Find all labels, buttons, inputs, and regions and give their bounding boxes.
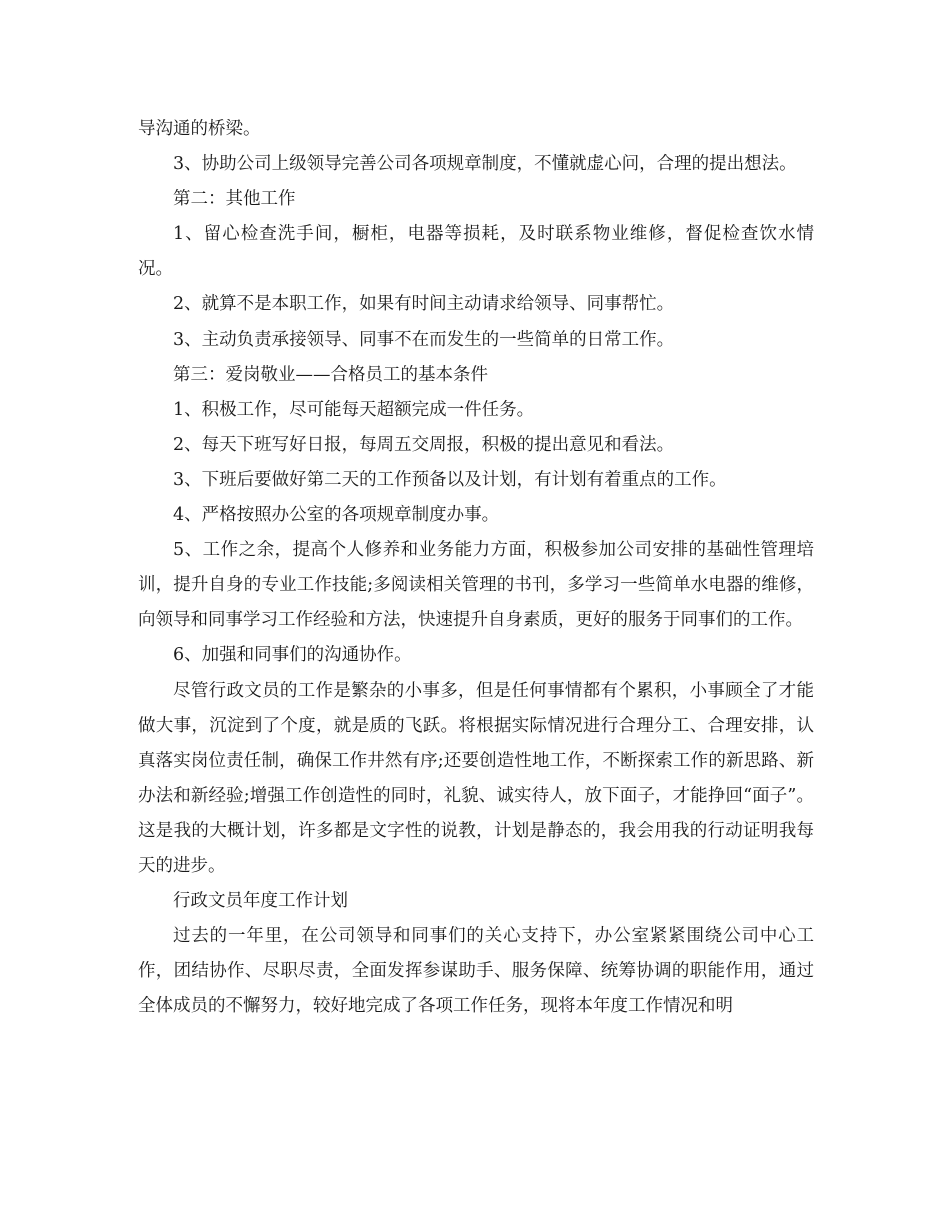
paragraph: 导沟通的桥梁。 bbox=[138, 119, 261, 139]
paragraph: 3、主动负责承接领导、同事不在而发生的一些简单的日常工作。 bbox=[173, 329, 675, 350]
paragraph: 2、就算不是本职工作，如果有时间主动请求给领导、同事帮忙。 bbox=[173, 294, 675, 315]
paragraph: 4、严格按照办公室的各项规章制度办事。 bbox=[173, 505, 500, 526]
section-heading: 第三：爱岗敬业——合格员工的基本条件 bbox=[173, 364, 488, 385]
paragraph: 2、每天下班写好日报，每周五交周报，积极的提出意见和看法。 bbox=[173, 434, 675, 455]
paragraph: 1、留心检查洗手间，橱柜，电器等损耗，及时联系物业维修，督促检查饮水情况。 bbox=[138, 224, 814, 280]
paragraph: 6、加强和同事们的沟通协作。 bbox=[173, 645, 412, 666]
document-body bbox=[138, 112, 814, 1024]
paragraph: 1、积极工作，尽可能每天超额完成一件任务。 bbox=[173, 399, 535, 420]
paragraph: 3、协助公司上级领导完善公司各项规章制度，不懂就虚心问，合理的提出想法。 bbox=[173, 154, 797, 175]
section-heading: 行政文员年度工作计划 bbox=[173, 891, 348, 912]
section-heading: 第二：其他工作 bbox=[173, 189, 296, 210]
paragraph: 过去的一年里，在公司领导和同事们的关心支持下，办公室紧紧围绕公司中心工作，团结协作、尽职尽责，全面发挥参谋助手、服务保障、统筹协调的职能作用，通过全体成员的不懈努力，较好地完成了各项工作任务，现将本年度工作情况和明 bbox=[138, 926, 814, 1017]
paragraph: 3、下班后要做好第二天的工作预备以及计划，有计划有着重点的工作。 bbox=[173, 469, 727, 490]
paragraph: 5、工作之余，提高个人修养和业务能力方面，积极参加公司安排的基础性管理培训，提升自身的专业工作技能;多阅读相关管理的书刊，多学习一些简单水电器的维修，向领导和同事学习工作经验和方法，快速提升自身素质，更好的服务于同事们的工作。 bbox=[138, 540, 814, 631]
paragraph: 尽管行政文员的工作是繁杂的小事多，但是任何事情都有个累积，小事顾全了才能做大事，沉淀到了个度，就是质的飞跃。将根据实际情况进行合理分工、合理安排，认真落实岗位责任制，确保工作井然有序;还要创造性地工作，不断探索工作的新思路、新办法和新经验;增强工作创造性的同时，礼貌、诚实待人，放下面子，才能挣回“面子”。这是我的大概计划，许多都是文字性的说教，计划是静态的，我会用我的行动证明我每天的进步。 bbox=[138, 680, 814, 876]
